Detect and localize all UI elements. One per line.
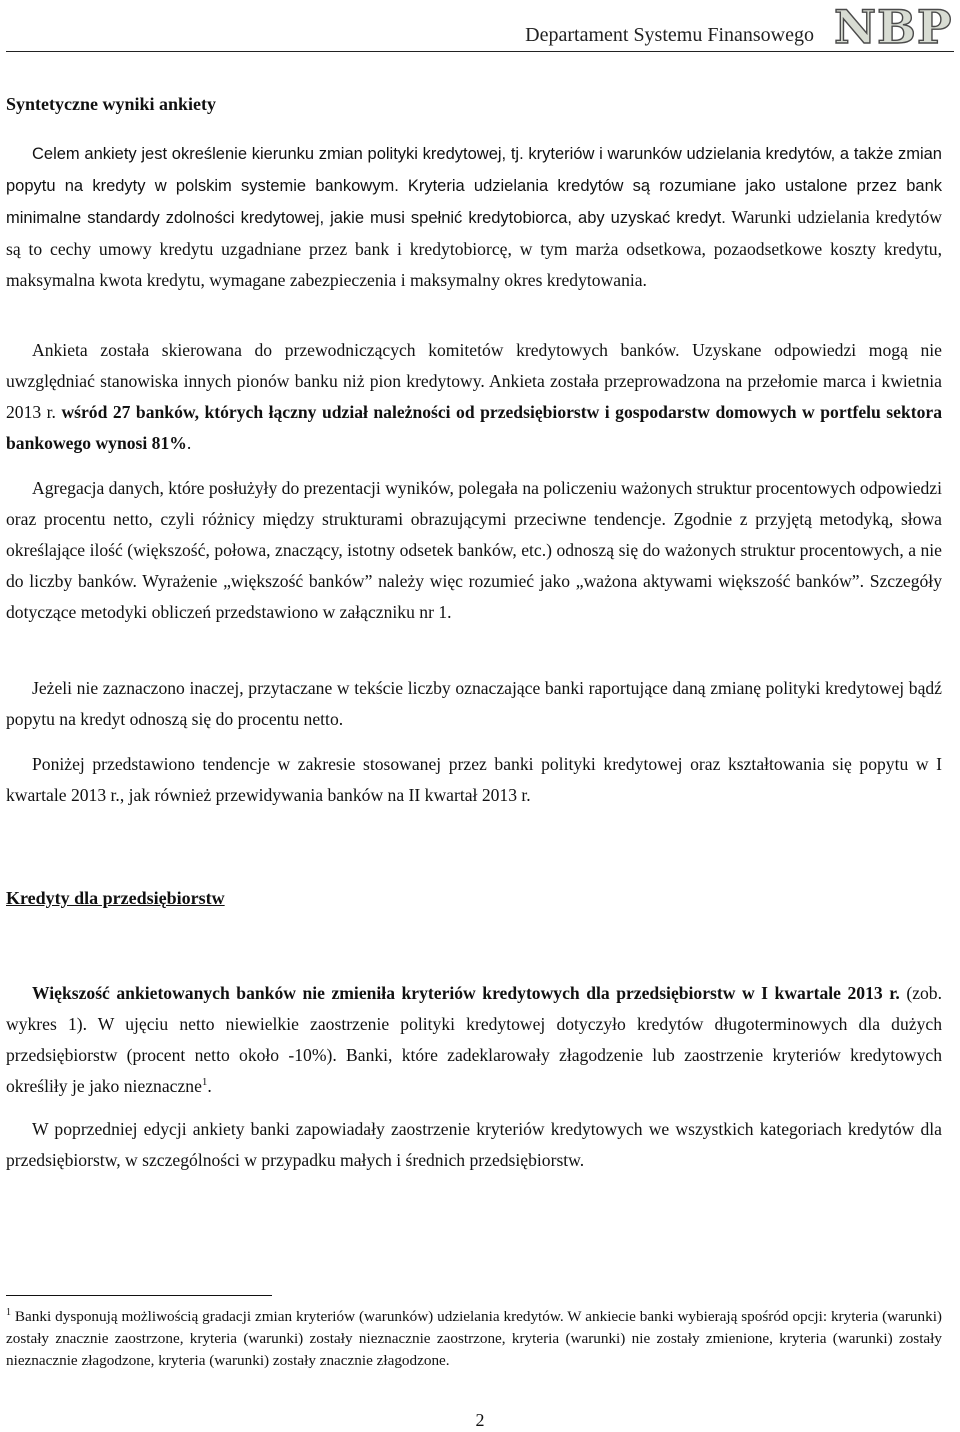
terms-definition-text: Warunki udzielania kredytów są to cechy umowy kredytu uzgadniane przez bank i kredytobiorcę, w tym marża odsetkowa, pozaodsetkowe koszty kredytu, maksymalna kwota kredytu, wymagane zabezpieczenia i maksymalny okres kredytowania. [6,207,942,290]
paragraph-corporate-criteria: Większość ankietowanych banków nie zmieniła kryteriów kredytowych dla przedsiębiorstw w I kwartale 2013 r. (zob. wykres 1). W ujęciu netto niewielkie zaostrzenie polityki kredytowej dotyczyło kredytów długoterminowych dla dużych przedsiębiorstw (procent netto około -10%). Banki, które zadeklarowały złagodzenie lub zaostrzenie kryteriów kredytowych określiły je jako nieznaczne$^1$. [6,983,942,1096]
paragraph-tendencies: Poniżej przedstawiono tendencje w zakresie stosowanej przez banki polityki kredytowej oraz kształtowania się popytu w I kwartale 2013 r., jak również przewidywania banków na II kwartał 2013 r. [6,754,942,805]
criteria-bold-text: Większość ankietowanych banków nie zmieniła kryteriów kredytowych dla przedsiębiorstw w I kwartale 2013 r. [32,983,900,1003]
footnote-text: Banki dysponują możliwością gradacji zmian kryteriów (warunków) udzielania kredytów. W ankiecie banki wybierają spośród opcji: kryteria (warunki) zostały znacznie zaostrzone, kryteria (warunki) zostały nieznacznie zaostrzone, kryteria (warunki) nie zostały zmienione, kryteria (warunki) zostały nieznacznie złagodzone, kryteria (warunki) zostały znacznie złagodzone. [6,1308,942,1369]
footnote-reference[interactable]: 1 [201,1076,208,1089]
header-divider [6,51,954,52]
nbp-logo: NBP [834,0,953,54]
scope-text: Ankieta została skierowana do przewodniczących komitetów kredytowych banków. Uzyskane odpowiedzi mogą nie uwzględniać stanowiska innych pionów banku niż pion kredytowy. Ankieta została przeprowadzona na przełomie marca i kwietnia 2013 r. [6,340,942,422]
paragraph-previous-edition: W poprzedniej edycji ankiety banki zapowiadały zaostrzenie kryteriów kredytowych we wszystkich kategoriach kredytów dla przedsiębiorstw, w szczególności w przypadku małych i średnich przedsiębiorstw. [6,1119,942,1170]
scope-bold-text: wśród 27 banków, których łączny udział należności od przedsiębiorstw i gospodarstw domowych w portfelu sektora bankowego wynosi 81% [6,402,943,453]
page-header [0,0,960,52]
footnote [6,1306,942,1372]
paragraph-survey-purpose [6,138,942,296]
paragraph-net-percent: Jeżeli nie zaznaczono inaczej, przytaczane w tekście liczby oznaczające banki raportujące daną zmianę polityki kredytowej bądź popytu na kredyt odnoszą się do procentu netto. [6,678,942,729]
paragraph-aggregation: Agregacja danych, które posłużyły do prezentacji wyników, polegała na policzeniu ważonych struktur procentowych odpowiedzi oraz procentu netto, czyli różnicy między strukturami obrazującymi przeciwne tendencje. Zgodnie z przyjętą metodyką, słowa określające ilość (większość, połowa, znaczący, istotny odsetek banków, etc.) odnoszą się do ważonych struktur procentowych, a nie do liczby banków. Wyrażenie „większość banków” należy więc rozumieć jako „ważona aktywami większość banków”. Szczegóły dotyczące metodyki obliczeń przedstawiono w załączniku nr 1. [6,478,943,622]
section-title-corporate-loans: Kredyty dla przedsiębiorstw [6,888,225,908]
criteria-definition-text: Kryteria udzielania kredytów są rozumiane jako ustalone przez bank minimalne standardy zdolności kredytowej, jakie musi spełnić kredytobiorca, aby uzyskać kredyt. [6,177,942,227]
paragraph-survey-scope: Ankieta została skierowana do przewodniczących komitetów kredytowych banków. Uzyskane odpowiedzi mogą nie uwzględniać stanowiska innych pionów banku niż pion kredytowy. Ankieta została przeprowadzona na przełomie marca i kwietnia 2013 r. wśród 27 banków, których łączny udział należności od przedsiębiorstw i gospodarstw domowych w portfelu sektora bankowego wynosi 81%. [6,340,943,453]
footnote-number: 1 [6,1306,11,1318]
footnote-divider [6,1295,272,1296]
purpose-text: Celem ankiety jest określenie kierunku zmian polityki kredytowej, tj. kryteriów i warunków udzielania kredytów, a także zmian popytu na kredyty w polskim systemie bankowym. [6,145,942,195]
department-name: Departament Systemu Finansowego [525,24,814,46]
criteria-text: (zob. wykres 1). W ujęciu netto niewielkie zaostrzenie polityki kredytowej dotyczyło kredytów długoterminowych dla dużych przedsiębiorstw (procent netto około -10%). Banki, które zadeklarowały złagodzenie lub zaostrzenie kryteriów kredytowych określiły je jako nieznaczne [6,983,942,1096]
page-number: 2 [475,1410,485,1430]
section-title-survey-results: Syntetyczne wyniki ankiety [6,94,217,114]
